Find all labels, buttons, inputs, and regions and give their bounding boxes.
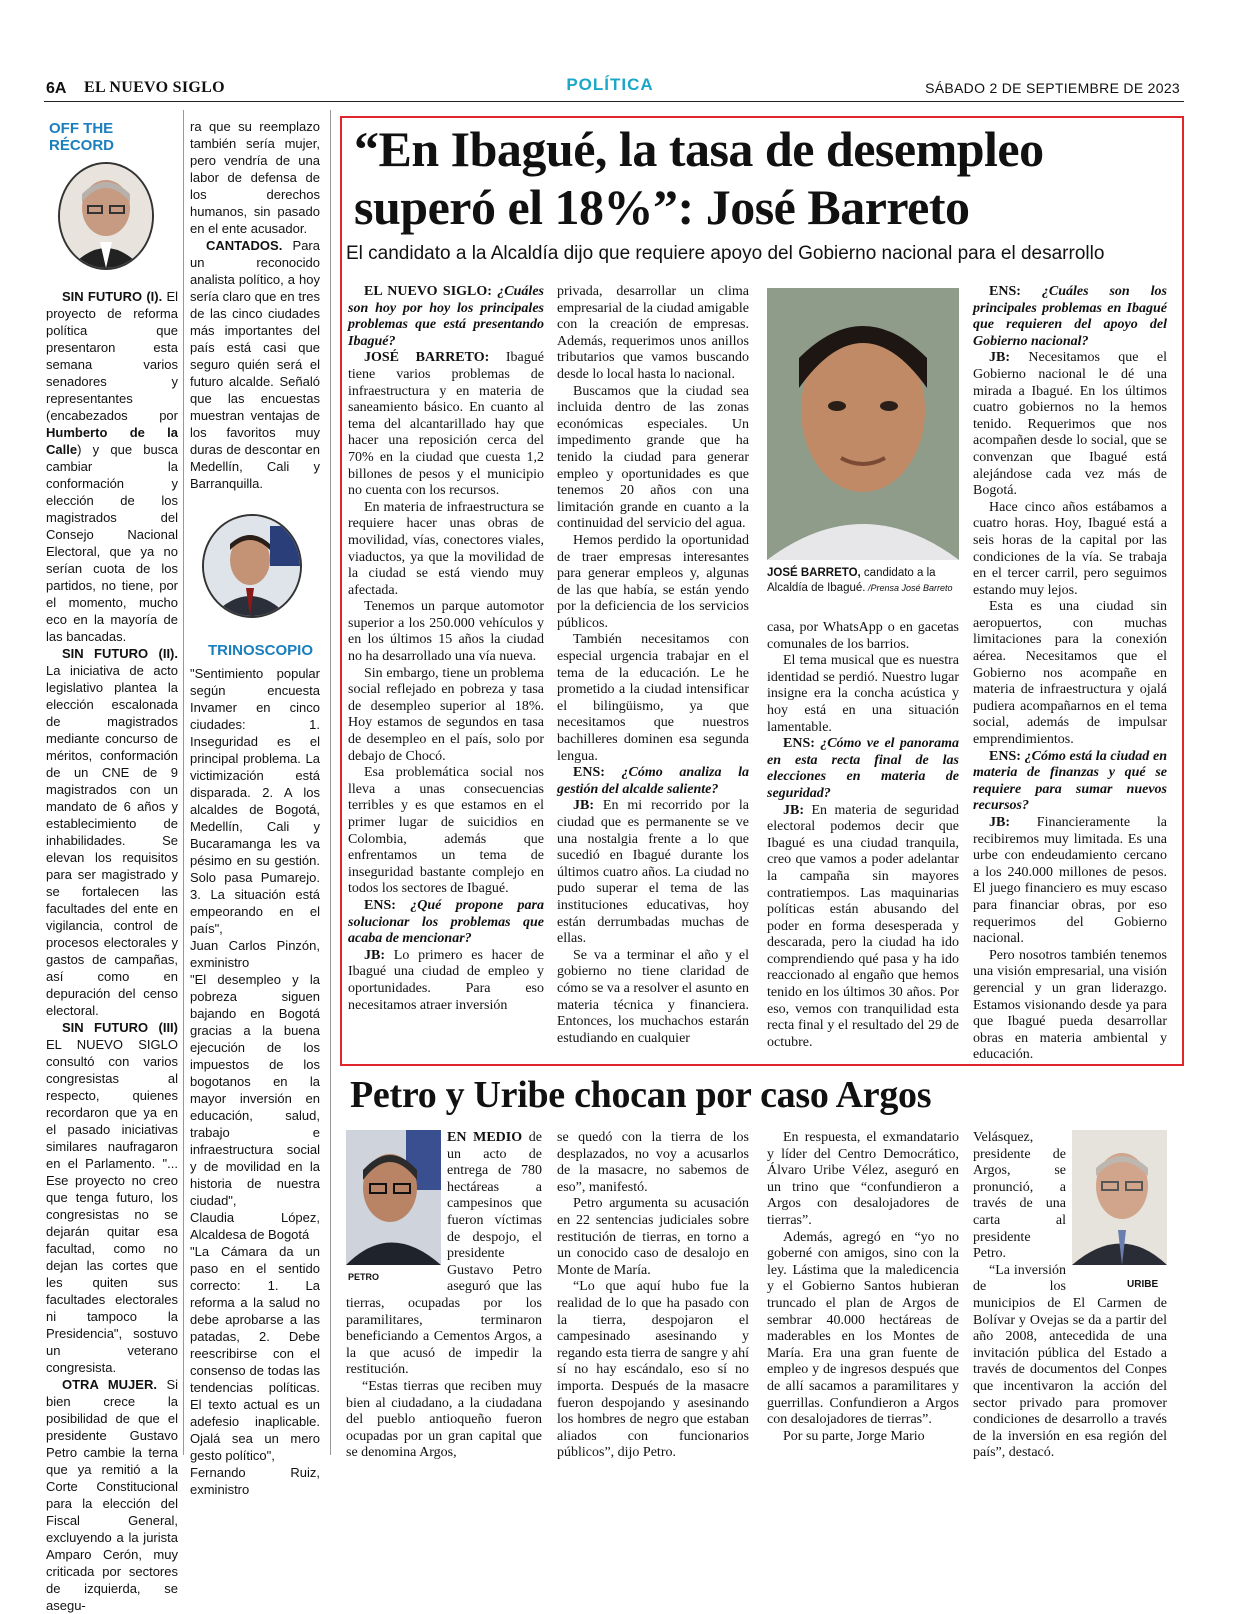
paragraph: Tenemos un parque automotor superior a los 250.000 vehículos y en los últimos 15 años la ciudad no ha desarrollado una vía nueva. bbox=[348, 599, 544, 665]
item-lead: CANTADOS. bbox=[206, 238, 283, 253]
paragraph: Por su parte, Jorge Mario bbox=[783, 1428, 925, 1444]
tweet-author: Fernando Ruiz, exministro bbox=[190, 1465, 320, 1497]
tweet-quote: "La Cámara da un paso en el sentido correcto: 1. La reforma a la salud no debe aprobarse a las patadas, 2. Debe reescribirse con el consenso de todas las tendencias políticas. El texto actual es un adefesio inaplicable. Ojalá sea un mero gesto político", bbox=[190, 1244, 320, 1463]
answer-lead: JB: bbox=[573, 798, 594, 814]
tweet-quote: "Sentimiento popular según encuesta Invamer en cinco ciudades: 1. Inseguridad es el principal problema. La victimización está disparada. 2. A los alcaldes de Bogotá, Medellín, Cali y Bucaramanga les va pésimo en su gestión. Solo pasa Pumarejo. 3. La situación está empeorando en el país", bbox=[190, 666, 320, 936]
paragraph: Se va a terminar el año y el gobierno no tiene claridad de cómo se va a resolver el asunto en materia técnica y financiera. Entonces, los muchachos estarán estudiando en cualquier bbox=[557, 947, 749, 1046]
page-number: 6A bbox=[46, 80, 67, 97]
trinoscopio-title: TRINOSCOPIO bbox=[208, 642, 314, 659]
item-text: Si bien crece la posibilidad de que el presidente Gustavo Petro cambie la terna que ya remitió a la Corte Constitucional para la elección del Fiscal General, excluyendo a la jurista Amparo Cerón, muy criticada por sectores de izquierda, se asegu- bbox=[46, 1377, 178, 1613]
feature-column-4 bbox=[973, 284, 1167, 1064]
off-the-record-column bbox=[46, 120, 178, 1614]
paragraph: El tema musical que es nuestra identidad se perdió. Nuestro lugar insigne era la concha acústica y hoy está en una situación lamentable. bbox=[767, 653, 959, 735]
paragraph: “La inversión de los municipios de El Carmen de Bolívar y Ovejas se da a partir del año 2008, antecedida de una invitación pública del Estado a través de documentos del Conpes que incentivaron la acción del sector privado para promover condiciones de desarrollo a través de la inversión en esa región del país”, destacó. bbox=[973, 1262, 1167, 1461]
question-lead: ENS: bbox=[783, 736, 815, 752]
answer-lead: JB: bbox=[783, 802, 804, 818]
feature-subtitle: El candidato a la Alcaldía dijo que requiere apoyo del Gobierno nacional para el desarrollo bbox=[346, 243, 1105, 264]
answer-lead: JB: bbox=[364, 947, 385, 963]
politician-portrait bbox=[202, 514, 302, 618]
caption-name: JOSÉ BARRETO, bbox=[767, 567, 861, 579]
item-lead: SIN FUTURO (III) bbox=[62, 1020, 178, 1035]
column-kicker: OFF THE RÉCORD bbox=[49, 120, 115, 154]
barreto-photo-caption bbox=[767, 566, 962, 596]
question-text: ¿Qué propone para solucionar los problemas que acaba de mencionar? bbox=[348, 897, 544, 947]
question-text: ¿Cómo está la ciudad en materia de finanzas y qué se requiere para sumar nuevos recursos? bbox=[973, 748, 1167, 814]
newspaper-name: EL NUEVO SIGLO bbox=[84, 79, 225, 96]
tweet-author: Juan Carlos Pinzón, exministro bbox=[190, 938, 320, 970]
answer-lead: JB: bbox=[989, 815, 1010, 830]
paragraph: casa, por WhatsApp o en gacetas comunales de los barrios. bbox=[767, 620, 959, 652]
question-text: ¿Cómo ve el panorama en esta recta final de las elecciones en materia de seguridad? bbox=[767, 736, 959, 801]
paragraph: Esta es una ciudad sin aeropuertos, con muchas limitaciones para la conexión aérea. Necesitamos que el Gobierno nos acompañe en materia de infraestructura y ojalá pudiera acompañarnos en el tema social, además de impulsar emprendimientos. bbox=[973, 599, 1167, 748]
answer-text: Financieramente la recibiremos muy limitada. Es una urbe con endeudamiento cercano a los 240.000 millones de pesos. El juego financiero es muy escaso para financiar obras, por eso requerimos del Gobierno nacional. bbox=[973, 815, 1167, 947]
feature-headline: “En Ibagué, la tasa de desempleo superó el 18%”: José Barreto bbox=[354, 121, 1044, 235]
question-text: ¿Cuáles son hoy por hoy los principales problemas que está presentando Ibagué? bbox=[348, 284, 544, 349]
answer-text: Ibagué tiene varios problemas de infraestructura y en materia de saneamiento básico. En cuanto al tema del alcantarillado hay que hacer una reposición cerca del 70% en la ciudad que cuesta 1,2 billones de pesos y el municipio no cuenta con los recursos. bbox=[348, 350, 544, 499]
answer-text: En mi recorrido por la ciudad que es permanente se ve una nostalgia frente a lo que sucedió en Ibagué durante los últimos cuatro años. La ciudad no pudo superar el tema de las instituciones educativas, hoy están derrumbadas muchas de ellas. bbox=[557, 798, 749, 947]
question-lead: ENS: bbox=[364, 897, 396, 913]
item-lead: SIN FUTURO (I). bbox=[62, 289, 163, 304]
photo-credit: /Prensa José Barreto bbox=[865, 583, 953, 593]
feature-column-3 bbox=[767, 620, 959, 1051]
paragraph: Hace cinco años estábamos a cuatro horas. Hoy, Ibagué está a seis horas de la capital por las condiciones de la vía. Se trabaja en el tercer carril, pero seguimos estando muy lejos. bbox=[973, 499, 1167, 598]
uribe-photo bbox=[1072, 1130, 1167, 1265]
item-text: Para un reconocido analista político, a hoy sería claro que en tres de las cinco ciudades más importantes del país está casi que seguro quién será el futuro alcalde. Señaló que las encuestas muestran ventajas de los favoritos muy duras de descontar en Medellín, Cali y Barranquilla. bbox=[190, 238, 320, 491]
answer-lead: JOSÉ BARRETO: bbox=[364, 350, 490, 366]
paragraph: Pero nosotros también tenemos una visión empresarial, una visión gerencial y un gran liderazgo. Estamos visionando desde ya para que Ibagué pueda desarrollar obras en materia ambiental y educación. bbox=[973, 947, 1167, 1063]
paragraph: “Lo que aquí hubo fue la realidad de lo que ha pasado con la tierra, despojaron el campesinado asesinando y regando esta tierra de sangre y ahí sí no hay escándalo, eso sí no importa. Después de la masacre fueron despojando y asesinando los hombres de negro que estaban aliados con funcionarios públicos”, dijo Petro. bbox=[557, 1279, 749, 1461]
feature-column-1 bbox=[348, 284, 544, 1014]
paragraph: En materia de infraestructura se requiere hacer unas obras de movilidad, vías, conectores viales, viaductos, ya que la movilidad de la ciudad se está viendo muy afectada. bbox=[348, 499, 544, 598]
item-text: La iniciativa de acto legislativo plantea la elección escalonada de magistrados mediante concurso de méritos, conformación de un CNE de 9 magistrados con un mandato de 6 años y establecimiento de inhabilidades. Se elevan los requisitos para ser magistrado y se fortalecen las facultades del ente en vigilancia, control de procesos electorales y gastos de campañas, así como en depuración del censo electoral. bbox=[46, 663, 178, 1018]
answer-text: En materia de seguridad electoral podemos decir que Ibagué es una ciudad tranquila, creo que vamos a poder adelantar la campaña sin mayores contratiempos. Las maquinarias políticas están abusando del poder en forma desesperada y descarada, pero la ciudad ha ido comprendiendo qué pasa y ha ido reaccionado al engaño que hemos tenido en los últimos 30 años. Por eso, vemos con tranquilidad esta recta final y el resultado del 29 de octubre. bbox=[767, 802, 959, 1050]
item-lead: SIN FUTURO (II). bbox=[62, 646, 178, 661]
issue-date: SÁBADO 2 DE SEPTIEMBRE DE 2023 bbox=[925, 80, 1180, 96]
article-column-2 bbox=[557, 1130, 749, 1462]
question-text: ¿Cómo analiza la gestión del alcalde saliente? bbox=[557, 765, 749, 797]
mid-column bbox=[190, 118, 320, 1498]
uribe-caption: URIBE bbox=[1127, 1279, 1159, 1290]
tweet-author: Claudia López, Alcaldesa de Bogotá bbox=[190, 1210, 320, 1242]
answer-text: Lo primero es hacer de Ibagué una ciudad de empleo y oportunidades. Para eso necesitamos atraer inversión bbox=[348, 947, 544, 1013]
petro-caption: PETRO bbox=[348, 1272, 380, 1282]
paragraph: En respuesta, el exmandatario y líder del Centro Democrático, Álvaro Uribe Vélez, aseguró en un trino que “confundieron a Argos con desalojadores de tierras”. bbox=[767, 1130, 959, 1228]
paragraph: “Estas tierras que reciben muy bien al ciudadano, a la ciudadana del pueblo antioqueño fueron ocupadas por un gran capital que se denomina Argos, bbox=[346, 1378, 542, 1461]
paragraph: Además, agregó en “yo no goberné con amigos, sino con la ley. Lástima que la maledicencia y el Gobierno Santos hubieran truncado el plan de Argos de sembrar 40.000 hectáreas de maderables en los Montes de María. Era una gran fuente de empleo y de ingresos después que de allí sacamos a paramilitares y guerrillas. Confundieron a Argos con desalojadores de tierras”. bbox=[767, 1229, 959, 1428]
item-lead: OTRA MUJER. bbox=[62, 1377, 157, 1392]
paragraph: Petro argumenta su acusación en 22 sentencias judiciales sobre restitución de tierras, en torno a un conocido caso de desalojo en Monte de María. bbox=[557, 1196, 749, 1278]
article-column-3 bbox=[767, 1130, 959, 1445]
item-text: EL NUEVO SIGLO consultó con varios congresistas al respecto, quienes recordaron que ya en el pasado iniciativas similares naufragaron en el Parlamento. "... Ese proyecto no creo que tenga futuro, los congresistas no se dejarán quitar esa facultad, como no dejan las cortes que les quiten sus facultades electorales ni tampoco la Presidencia", sostuvo un veterano congresista. bbox=[46, 1037, 178, 1375]
paragraph: Buscamos que la ciudad sea incluida dentro de las zonas económicas especiales. Un impedimento grande que ha tenido la ciudad para generar empleo y oportunidades es que tenemos 20 años con una limitación grande en cuanto a la continuidad del servicio del agua. bbox=[557, 383, 749, 532]
petro-photo bbox=[346, 1130, 441, 1265]
header-rule bbox=[44, 101, 1184, 102]
paragraph: se quedó con la tierra de los desplazados, no voy a acusarlos de la masacre, no sabemos de eso”, manifestó. bbox=[557, 1130, 749, 1195]
paragraph: Hemos perdido la oportunidad de traer empresas interesantes para generar empleos y, algunas de las que había, se están yendo por la deficiencia de los servicios públicos. bbox=[557, 532, 749, 631]
paragraph: Sin embargo, tiene un problema social reflejado en pobreza y tasa de desempleo superior al 18%. Hoy estamos de segundos en tasa de desempleo en el país, solo por debajo de Chocó. bbox=[348, 665, 544, 764]
item-text: ) y que busca cambiar la conformación y elección de los magistrados del Consejo Nacional Electoral, que ya no serían cuota de los partidos, no tiene, por el momento, mucho eco en la mayoría de las bancadas. bbox=[46, 442, 178, 644]
question-lead: ENS: bbox=[573, 765, 605, 781]
columnist-portrait bbox=[58, 162, 154, 270]
caption-text: candidato a la Alcaldía de Ibagué. bbox=[767, 567, 936, 594]
article-headline: Petro y Uribe chocan por caso Argos bbox=[350, 1074, 932, 1116]
paragraph: Esa problemática social nos lleva a unas consecuencias terribles y es que estamos en el primer lugar de suicidios en Colombia, además que enfrentamos un tema de inseguridad bastante complejo en todos los sectores de Ibagué. bbox=[348, 765, 544, 897]
paragraph: Velásquez, presidente de Argos, se pronunció, a través de una carta al presidente Petro. bbox=[973, 1130, 1066, 1262]
item-text: El proyecto de reforma política que presentaron esta semana varios senadores y representantes (encabezados por bbox=[46, 289, 179, 423]
article-text: de un acto de entrega de 780 hectáreas a campesinos que fueron víctimas de despojo, el presidente Gustavo Petro aseguró que las tierras, ocupadas por los paramilitares, terminaron beneficiando a Cementos Argos, a la que acusó de impedir la restitución. bbox=[346, 1130, 543, 1378]
answer-text: Necesitamos que el Gobierno nacional le dé una mirada a Ibagué. En los últimos cuatro gobiernos no la hemos tenido. Requerimos que nos acompañen desde lo social, que se convenzan que Ibagué está alejándose cada vez más de Bogotá. bbox=[973, 350, 1167, 499]
answer-lead: JB: bbox=[989, 350, 1010, 366]
article-lead: EN MEDIO bbox=[447, 1130, 523, 1145]
barreto-photo bbox=[767, 288, 959, 560]
question-lead: ENS: bbox=[989, 748, 1021, 764]
column-divider bbox=[183, 110, 184, 1455]
section-name: POLÍTICA bbox=[566, 75, 654, 94]
question-lead: ENS: bbox=[989, 284, 1021, 299]
paragraph: privada, desarrollar un clima empresarial de la ciudad amigable con la creación de empresas. Además, requerimos unos anillos tributarios que vamos buscando desde lo local hasta lo nacional. bbox=[557, 284, 749, 382]
feature-column-2 bbox=[557, 284, 749, 1047]
item-text: ra que su reemplazo también sería mujer, pero vendría de una labor de defensa de los derechos humanos, sin pasado en el ente acusador. bbox=[190, 119, 320, 236]
question-lead: EL NUEVO SIGLO: bbox=[364, 284, 492, 299]
question-text: ¿Cuáles son los principales problemas en Ibagué que requieren del apoyo del Gobierno nacional? bbox=[973, 284, 1167, 349]
paragraph: También necesitamos con especial urgencia trabajar en el tema de la educación. Le he prometido a la ciudad intensificar el bilingüismo, ya que necesitamos que nuestros bachilleres dominen esa segunda lengua. bbox=[557, 632, 749, 764]
tweet-quote: "El desempleo y la pobreza siguen bajando en Bogotá gracias a la buena ejecución de los impuestos de los bogotanos en la mayor inversión en educación, salud, trabajo e infraestructura social y de movilidad en la historia de nuestra ciudad", bbox=[190, 972, 320, 1208]
column-divider bbox=[330, 110, 331, 1455]
item-bold: Humberto de la Calle bbox=[46, 425, 178, 457]
